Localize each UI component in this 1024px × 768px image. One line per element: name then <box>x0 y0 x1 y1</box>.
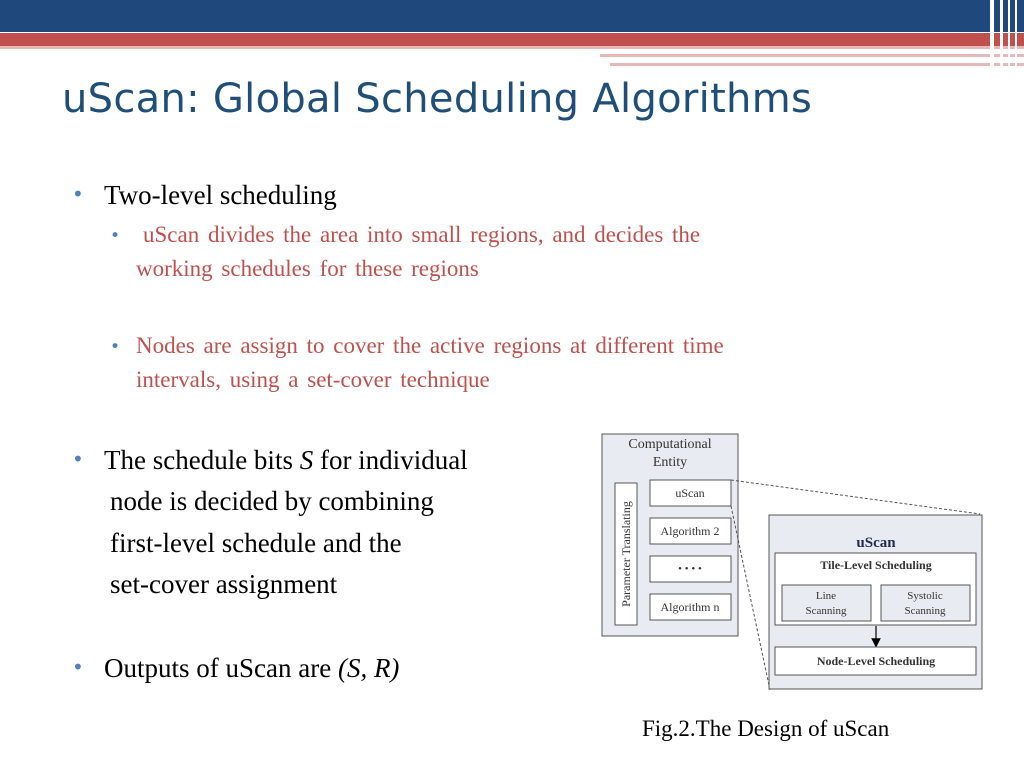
computational-entity-label: Computational <box>628 437 712 452</box>
zoom-line-top <box>731 480 980 514</box>
line-scanning-label-2: Scanning <box>805 605 847 617</box>
bullet-dot: • <box>72 447 84 471</box>
sub-bullet-divides-line1: uScan divides the area into small regions, and decides the <box>143 222 701 247</box>
bullet-schedule-line2: node is decided by combining <box>110 486 434 516</box>
bullet-dot: • <box>110 337 121 357</box>
bullet-outputs <box>104 653 399 684</box>
bullet-two-level: Two-level scheduling <box>104 180 337 210</box>
ellipsis-label: • • • • <box>678 563 702 575</box>
systolic-label-1: Systolic <box>907 590 943 602</box>
sub-bullet-nodes-line2: intervals, using a set-cover technique <box>136 367 490 392</box>
variable-sr: (S, R) <box>337 653 400 683</box>
parameter-translating-label: Parameter Translating <box>619 501 633 607</box>
sub-bullet-divides-line2: working schedules for these regions <box>136 256 479 281</box>
bullet-dot: • <box>72 182 84 206</box>
bullet-dot: • <box>72 655 84 679</box>
header-decoration <box>0 0 1024 70</box>
node-level-label: Node-Level Scheduling <box>816 654 936 668</box>
algorithm-2-label: Algorithm 2 <box>660 524 720 538</box>
algorithm-n-label: Algorithm n <box>660 600 720 614</box>
text-fragment: for individual <box>313 445 468 475</box>
text-fragment: The schedule bits <box>104 445 300 475</box>
line-scanning-label-1: Line <box>815 590 837 602</box>
uscan-detail-title: uScan <box>856 535 896 551</box>
bullet-schedule-line3: first-level schedule and the <box>110 528 402 558</box>
bullet-schedule-bits <box>104 445 468 476</box>
tile-level-label: Tile-Level Scheduling <box>820 558 932 572</box>
text-fragment: Outputs of uScan are <box>104 653 338 683</box>
uscan-design-diagram <box>598 430 988 695</box>
entity-label: Entity <box>652 455 688 470</box>
uscan-algorithm-label: uScan <box>675 486 705 500</box>
sub-bullet-nodes-line1: Nodes are assign to cover the active regions at different time <box>136 333 724 358</box>
bullet-dot: • <box>110 226 121 246</box>
slide-title: uScan: Global Scheduling Algorithms <box>62 76 813 122</box>
figure-caption: Fig.2.The Design of uScan <box>642 716 890 741</box>
systolic-label-2: Scanning <box>904 605 946 617</box>
variable-s: S <box>299 445 314 475</box>
bullet-schedule-line4: set-cover assignment <box>110 569 338 599</box>
